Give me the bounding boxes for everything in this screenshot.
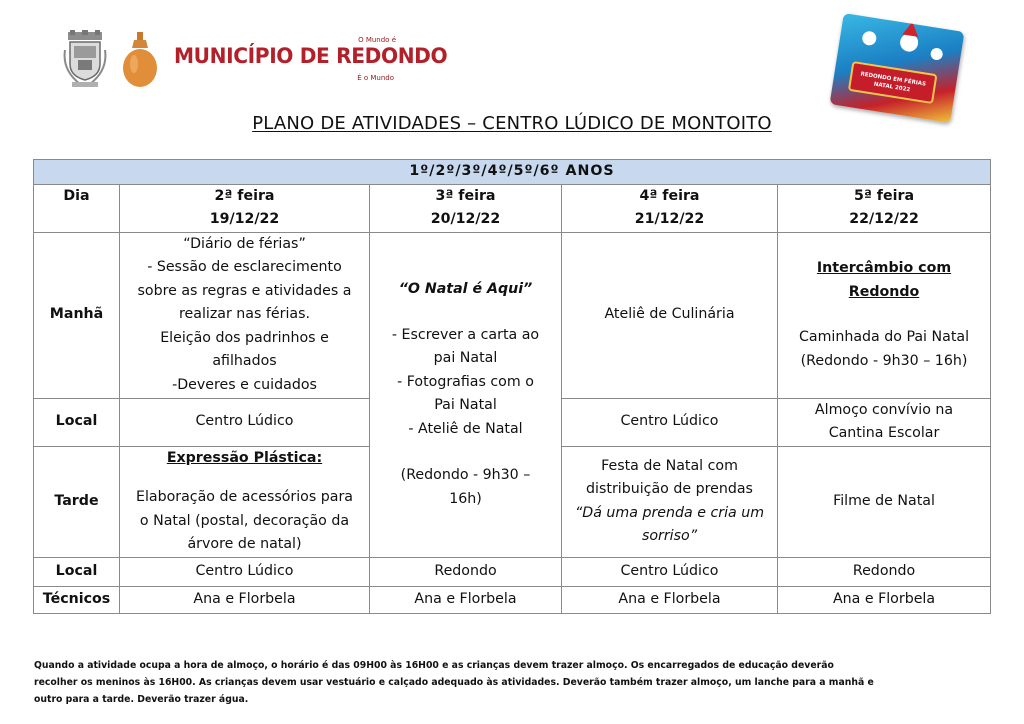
footnote-line: outro para a tarde. Deverão trazer água.	[34, 694, 249, 705]
activity-line: árvore de natal)	[187, 536, 302, 552]
group-header: 1º/2º/3º/4º/5º/6º ANOS	[34, 160, 991, 185]
activity-line: - Escrever a carta ao	[391, 326, 540, 343]
day-date: 19/12/22	[209, 211, 280, 227]
brand-tagline-top: O Mundo é	[358, 36, 396, 44]
activity-title: “Diário de férias”	[183, 235, 306, 252]
activity-line: Elaboração de acessórios para	[135, 489, 353, 505]
activity-line: afilhados	[212, 353, 277, 370]
day-date: 22/12/22	[849, 211, 919, 227]
footnote-line: recolher os meninos às 16H00. As crianças devem usar vestuário e calçado adequado às atividades. Deverão também trazer almoço, um lanche para a manhã e	[34, 677, 874, 688]
activity-quote: sorriso”	[641, 528, 698, 544]
page-title: PLANO DE ATIVIDADES – CENTRO LÚDICO DE MONTOITO	[252, 113, 772, 134]
group-header-row	[34, 160, 991, 185]
activity-line: -Deveres e cuidados	[172, 376, 317, 393]
activity-line: Eleição dos padrinhos e	[160, 329, 329, 346]
activity-title: Redondo	[848, 283, 920, 300]
monday-afternoon-local: Centro Lúdico	[120, 557, 370, 586]
activity-line: - Fotografias com o	[397, 373, 534, 390]
activity-line: Caminhada do Pai Natal	[799, 329, 970, 345]
wednesday-afternoon-cell	[562, 446, 778, 557]
activity-line: Pai Natal	[434, 397, 497, 413]
day-header-thursday	[778, 184, 991, 232]
thursday-afternoon-local: Redondo	[778, 557, 991, 586]
wednesday-tecnicos: Ana e Florbela	[562, 586, 778, 613]
day-header-wednesday	[562, 184, 778, 232]
afternoon-local-row	[34, 557, 991, 586]
dia-label: Dia	[34, 184, 120, 232]
day-date: 20/12/22	[430, 211, 501, 227]
monday-morning-local: Centro Lúdico	[120, 398, 370, 446]
activity-line: (Redondo - 9h30 –	[400, 467, 531, 483]
activity-line: realizar nas férias.	[179, 306, 310, 323]
activity-line: 16h)	[449, 490, 482, 507]
activity-line: - Sessão de esclarecimento	[147, 259, 342, 276]
tuesday-day-cell	[370, 232, 562, 557]
monday-tecnicos: Ana e Florbela	[120, 586, 370, 613]
thursday-tecnicos: Ana e Florbela	[778, 586, 991, 613]
activity-line: - Ateliê de Natal	[408, 420, 523, 437]
activity-line: pai Natal	[433, 350, 498, 366]
activity-line: Festa de Natal com	[601, 457, 738, 474]
activity-line: (Redondo - 9h30 – 16h)	[800, 352, 968, 369]
row-label-manha: Manhã	[34, 232, 120, 398]
day-header-tuesday	[370, 184, 562, 232]
snowball-icon	[930, 47, 944, 61]
morning-row	[34, 232, 991, 398]
santa-hat-icon	[902, 21, 920, 37]
local-line: Cantina Escolar	[828, 425, 940, 441]
day-header-row	[34, 184, 991, 232]
day-name: 4ª feira	[639, 187, 700, 204]
monday-morning-cell	[120, 232, 370, 398]
clay-jar-icon	[120, 32, 160, 88]
wednesday-afternoon-local: Centro Lúdico	[562, 557, 778, 586]
municipal-logos	[62, 30, 448, 90]
poster-label: REDONDO EM FÉRIAS NATAL 2022	[848, 61, 938, 104]
brand-name: MUNICÍPIO DE REDONDO	[174, 44, 448, 68]
activity-quote: “Dá uma prenda e cria um	[574, 504, 765, 521]
day-name: 5ª feira	[853, 187, 915, 204]
tecnicos-row	[34, 586, 991, 613]
day-date: 21/12/22	[634, 211, 705, 227]
tuesday-tecnicos: Ana e Florbela	[370, 586, 562, 613]
row-label-tecnicos: Técnicos	[34, 586, 120, 613]
thursday-afternoon-cell: Filme de Natal	[778, 446, 991, 557]
day-name: 2ª feira	[214, 187, 275, 204]
row-label-local: Local	[34, 557, 120, 586]
coat-of-arms-icon	[62, 30, 108, 88]
day-name: 3ª feira	[435, 187, 496, 204]
brand-tagline-bottom: É o Mundo	[357, 74, 394, 82]
day-header-monday	[120, 184, 370, 232]
snowman-icon	[861, 30, 877, 46]
activities-table	[33, 159, 991, 614]
monday-afternoon-cell	[120, 446, 370, 557]
wednesday-morning-cell: Ateliê de Culinária	[562, 232, 778, 398]
footnote-line: Quando a atividade ocupa a hora de almoço, o horário é das 09H00 às 16H00 e as crianças devem trazer almoço. Os encarregados de educação deverão	[34, 660, 834, 671]
thursday-morning-local	[778, 398, 991, 446]
local-line: Almoço convívio na	[814, 401, 954, 418]
thursday-morning-cell	[778, 232, 991, 398]
christmas-poster-image	[830, 13, 965, 123]
activity-title: “O Natal é Aqui”	[398, 281, 533, 297]
brand-wordmark	[174, 36, 448, 86]
row-label-local: Local	[34, 398, 120, 446]
tuesday-afternoon-local: Redondo	[370, 557, 562, 586]
row-label-tarde: Tarde	[34, 446, 120, 557]
activity-title: Intercâmbio com	[816, 260, 952, 276]
activity-line: o Natal (postal, decoração da	[139, 512, 350, 529]
activity-line: sobre as regras e atividades a	[137, 282, 352, 299]
footnote	[34, 657, 994, 708]
wednesday-morning-local: Centro Lúdico	[562, 398, 778, 446]
activity-line: distribuição de prendas	[586, 481, 753, 497]
activity-title: Expressão Plástica:	[166, 449, 323, 466]
